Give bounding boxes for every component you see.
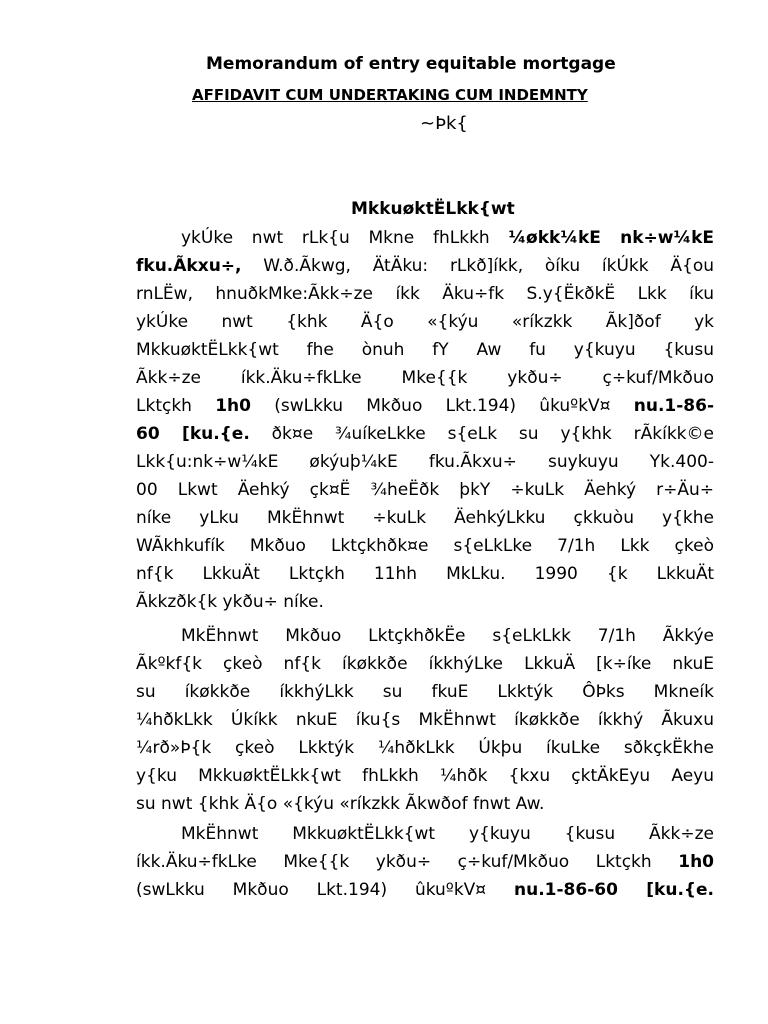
paragraph-3	[136, 820, 714, 904]
paragraph-line: ykÚke nwt {khk Ä{o «{kýu «ríkzkk Ãk]ðof yk	[136, 312, 714, 332]
paragraph-line: ykÚke nwt rLk{u Mkne fhLkkh ¼økk¼kE nk÷w¼kE	[181, 228, 714, 248]
paragraph-line: fku.Ãkxu÷, W.ð.Ãkwg, ÄtÄku: rLkð]íkk, òíku íkÚkk Ä{ou	[136, 256, 714, 276]
paragraph-line: Ãkk÷ze íkk.Äku÷fkLke Mke{{k ykðu÷ ç÷kuf/Mkðuo	[136, 368, 714, 388]
paragraph-line: y{ku MkkuøktËLkk{wt fhLkkh ¼hðk {kxu çktÄkEyu Aeyu	[136, 766, 714, 786]
document-subtitle: AFFIDAVIT CUM UNDERTAKING CUM INDEMNTY	[192, 86, 588, 104]
paragraph-line: rnLËw, hnuðkMke:Ãkk÷ze íkk Äku÷fk S.y{ËkðkË Lkk íku	[136, 284, 714, 304]
paragraph-line: íkk.Äku÷fkLke Mke{{k ykðu÷ ç÷kuf/Mkðuo Lktçkh 1h0	[136, 852, 714, 872]
paragraph-1	[136, 224, 714, 616]
section-heading: MkkuøktËLkk{wt	[351, 199, 515, 219]
paragraph-line: níke yLku MkËhnwt ÷kuLk ÄehkýLkku çkkuòu y{khe	[136, 508, 714, 528]
paragraph-line: nf{k LkkuÄt Lktçkh 11hh MkLku. 1990 {k LkkuÄt	[136, 564, 714, 584]
paragraph-line: 60 [ku.{e. ðk¤e ¾uíkeLkke s{eLk su y{khk rÃkíkk©e	[136, 424, 714, 444]
header-sign: ~Þk{	[420, 113, 468, 134]
paragraph-line: MkkuøktËLkk{wt fhe ònuh fY Aw fu y{kuyu {kusu	[136, 340, 714, 360]
paragraph-line: su nwt {khk Ä{o «{kýu «ríkzkk Ãkwðof fnwt Aw.	[136, 794, 545, 814]
paragraph-line: Lkk{u:nk÷w¼kE økýuþ¼kE fku.Ãkxu÷ suykuyu Yk.400-	[136, 452, 714, 472]
paragraph-line: WÃkhkufík Mkðuo Lktçkhðk¤e s{eLkLke 7/1h Lkk çkeò	[136, 536, 714, 556]
paragraph-line: (swLkku Mkðuo Lkt.194) ûkuºkV¤ nu.1-86-60 [ku.{e.	[136, 880, 714, 900]
paragraph-line: MkËhnwt Mkðuo LktçkhðkËe s{eLkLkk 7/1h Ãkkýe	[181, 626, 714, 646]
document-title: Memorandum of entry equitable mortgage	[206, 54, 616, 74]
paragraph-line: Lktçkh 1h0 (swLkku Mkðuo Lkt.194) ûkuºkV¤ nu.1-86-	[136, 396, 714, 416]
paragraph-line: MkËhnwt MkkuøktËLkk{wt y{kuyu {kusu Ãkk÷ze	[181, 824, 714, 844]
paragraph-line: Ãkkzðk{k ykðu÷ níke.	[136, 592, 324, 612]
paragraph-line: Ãkºkf{k çkeò nf{k íkøkkðe íkkhýLke LkkuÄ [k÷íke nkuE	[136, 654, 714, 674]
paragraph-line: 00 Lkwt Äehký çk¤Ë ¾heËðk þkY ÷kuLk Äehký r÷Äu÷	[136, 480, 714, 500]
paragraph-line: su íkøkkðe íkkhýLkk su fkuE Lkktýk ÔÞks Mkneík	[136, 682, 714, 702]
paragraph-line: ¼rð»Þ{k çkeò Lkktýk ¼hðkLkk Úkþu íkuLke sðkçkËkhe	[136, 738, 714, 758]
paragraph-line: ¼hðkLkk Úkíkk nkuE íku{s MkËhnwt íkøkkðe íkkhý Ãkuxu	[136, 710, 714, 730]
paragraph-2	[136, 622, 714, 818]
